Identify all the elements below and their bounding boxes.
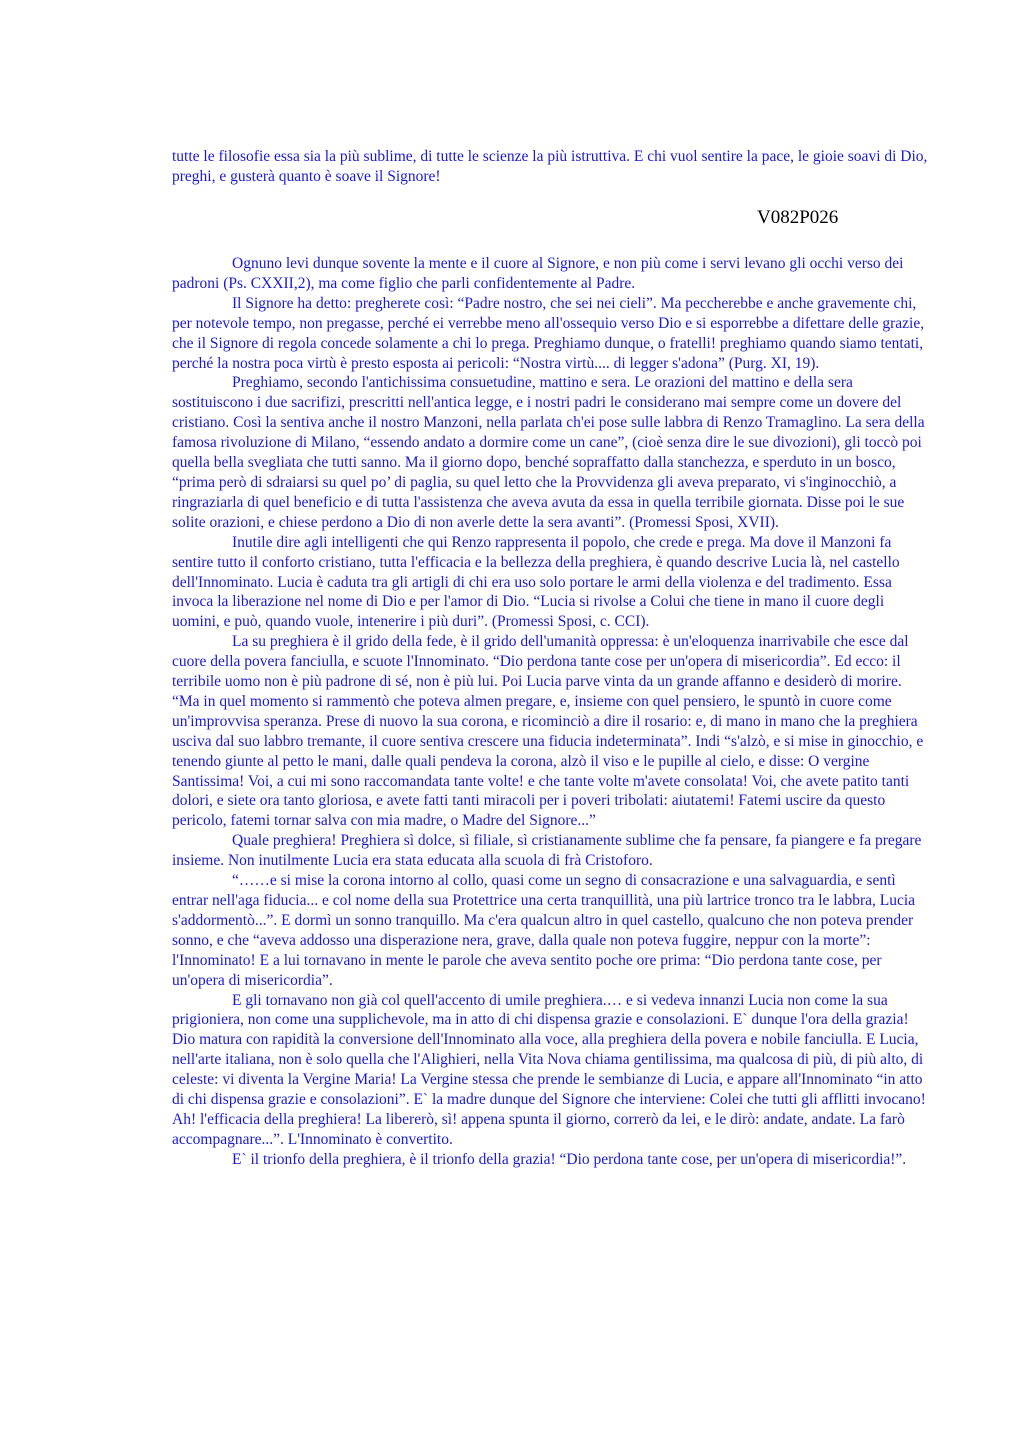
paragraph-4: Inutile dire agli intelligenti che qui Renzo rappresenta il popolo, che crede e prega. Ma dove il Manzoni fa sentire tutto il conforto cristiano, tutta l'efficacia e la bellezza della preghiera, è quando descrive Lucia là, nel castello dell'Innominato. Lucia è caduta tra gli artigli di chi era uso solo portare le armi della violenza e del tradimento. Essa invoca la liberazione nel nome di Dio e per l'amor di Dio. “Lucia si rivolse a Colui che tiene in mano il cuore degli uomini, e può, quando vuole, intenerire i più duri”. (Promessi Sposi, c. CCI). — [172, 533, 900, 631]
paragraph-2: Il Signore ha detto: pregherete così: “Padre nostro, che sei nei cieli”. Ma peccherebbe e anche gravemente chi, per notevole tempo, non pregasse, perché ei verrebbe meno all'ossequio verso Dio e si esporrebbe a difettare delle grazie, che il Signore di regola concede solamente a chi lo prega. Preghiamo dunque, o fratelli! preghiamo quando siamo tentati, perché la nostra poca virtù è presto esposta ai pericoli: “Nostra virtù.... di legger s'adona” (Purg. XI, 19). — [172, 294, 925, 372]
paragraph-3: Preghiamo, secondo l'antichissima consuetudine, mattino e sera. Le orazioni del mattino e della sera sostituiscono i due sacrifizi, prescritti nell'antica legge, e i nostri padri le considerano mai sempre come un dovere del cristiano. Così la sentiva anche il nostro Manzoni, nella parlata ch'ei pose sulle labbra di Renzo Tramaglino. La sera della famosa rivoluzione di Milano, “essendo andato a dormire come un cane”, (cioè senza dire le sue divozioni), gli toccò poi quella bella svegliata che tutti sanno. Ma il giorno dopo, benché sopraffatto dalla stanchezza, e sperduto in un bosco, “prima però di sdraiarsi su quel po’ di paglia, su quel letto che la Provvidenza gli aveva preparato, vi s'inginocchiò, a ringraziarla di quel beneficio e di tutta l'assistenza che aveva avuta da essa in quella terribile giornata. Disse poi le sue solite orazioni, e chiese perdono a Dio di non averle dette la sera avanti”. (Promessi Sposi, XVII). — [172, 374, 925, 531]
paragraph-5: La su preghiera è il grido della fede, è il grido dell'umanità oppressa: è un'eloquenza inarrivabile che esce dal cuore della povera fanciulla, e scuote l'Innominato. “Dio perdona tante cose per un'opera di misericordia”. Ed ecco: il terribile uomo non è più padrone di sé, non è più lui. Poi Lucia parve vinta da un grande affanno e desiderò di morire. “Ma in quel momento si rammentò che poteva almen pregare, e, insieme con quel pensiero, le spuntò in cuore come un'improvvisa speranza. Prese di nuovo la sua corona, e ricominciò a dire il rosario: e, di mano in mano che la preghiera usciva dal suo labbro tremante, il cuore sentiva crescere una fiducia indeterminata”. Indi “s'alzò, e si mise in ginocchio, e tenendo giunte al petto le mani, dalle quali pendeva la corona, alzò il viso e le pupille al cielo, e disse: O vergine Santissima! Voi, a cui mi sono raccomandata tante volte! e che tante volte m'avete consolata! Voi, che avete patito tanti dolori, e siete ora tanto gloriosa, e avete fatti tanti miracoli per i poveri tribolati: aiutatemi! Fatemi uscire da questo pericolo, fatemi tornar salva con mia madre, o Madre del Signore...” — [172, 633, 924, 830]
paragraph-1: Ognuno levi dunque sovente la mente e il cuore al Signore, e non più come i servi levano gli occhi verso dei padroni (Ps. CXXII,2), ma come figlio che parli confidentemente al Padre. — [172, 255, 904, 292]
page-code: V082P026 — [757, 207, 839, 228]
intro-paragraph: tutte le filosofie essa sia la più sublime, di tutte le scienze la più istruttiva. E chi vuol sentire la pace, le gioie soavi di Dio, preghi, e gusterà quanto è soave il Signore! — [172, 148, 928, 185]
paragraph-6: Quale preghiera! Preghiera sì dolce, sì filiale, sì cristianamente sublime che fa pensare, fa piangere e fa pregare insieme. Non inutilmente Lucia era stata educata alla scuola di frà Cristoforo. — [172, 832, 922, 870]
intro-text-block — [172, 147, 932, 187]
paragraph-9: E` il trionfo della preghiera, è il trionfo della grazia! “Dio perdona tante cose, per un'opera di misericordia!”. — [232, 1150, 907, 1168]
body-text-block — [172, 254, 932, 1170]
paragraph-7: “……e si mise la corona intorno al collo, quasi come un segno di consacrazione e una salvaguardia, e sentì entrar nell'aga fiducia... e col nome della sua Protettrice una certa tranquillità, una più lartrice tronco tra le labbra, Lucia s'addormentò...”. E dormì un sonno tranquillo. Ma c'era qualcun altro in quel castello, qualcuno che non poteva prender sonno, e che “aveva addosso una disperazione nera, grave, dalla quale non poteva fuggire, neppur con la morte”: l'Innominato! E a lui tornavano in mente le parole che aveva sentito poche ore prima: “Dio perdona tante cose, per un'opera di misericordia”. — [172, 872, 916, 989]
paragraph-8: E gli tornavano non già col quell'accento di umile preghiera.… e si vedeva innanzi Lucia non come la sua prigioniera, non come una supplichevole, ma in atto di chi dispensa grazie e consolazioni. E` dunque l'ora della grazia! Dio matura con rapidità la conversione dell'Innominato alla voce, alla preghiera della povera e nobile fanciulla. E Lucia, nell'arte italiana, non è solo quella che l'Alighieri, nella Vita Nova chiama gentilissima, ma qualcosa di più, di più alto, di celeste: vi diventa la Vergine Maria! La Vergine stessa che prende le sembianze di Lucia, e appare all'Innominato “in atto di chi dispensa grazie e consolazioni”. E` la madre dunque del Signore che interviene: Colei che tutti gli afflitti invocano! Ah! l'efficacia della preghiera! La libererò, sì! appena spunta il giorno, correrò da lei, e le dirò: andate, andate. La farò accompagnare...”. L'Innominato è convertito. — [172, 991, 926, 1148]
